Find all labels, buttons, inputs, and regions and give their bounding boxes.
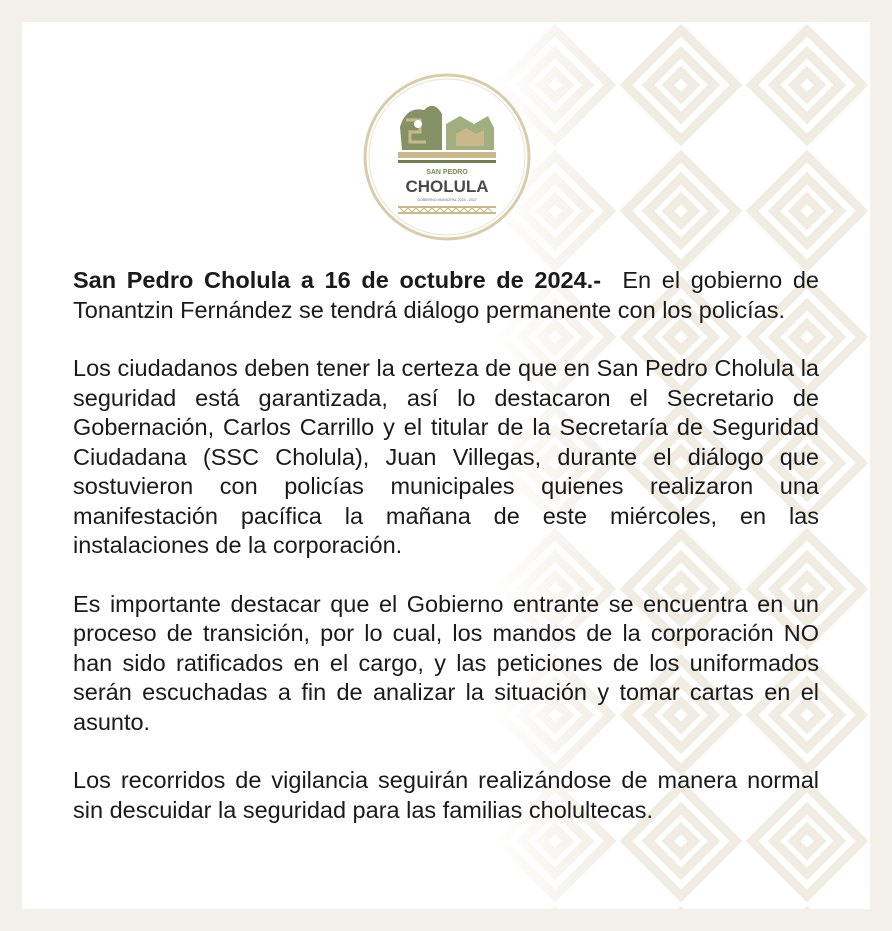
paragraph-1-text: En el gobierno de Tonantzin Fernández se tendrá diálogo permanente con los policías. (73, 267, 819, 323)
logo-line2: CHOLULA (405, 177, 489, 196)
paragraph-3: Es importante destacar que el Gobierno entrante se encuentra en un proceso de transición, por lo cual, los mandos de la corporación NO han sido ratificados en el cargo, y las peticiones de los uniformados serán escuchadas a fin de analizar la situación y tomar cartas en el asunto. (73, 590, 819, 735)
paragraph-1 (73, 266, 819, 325)
paragraph-4: Los recorridos de vigilancia seguirán realizándose de manera normal sin descuidar la seguridad para las familias cholultecas. (73, 767, 819, 823)
press-release-body (73, 266, 819, 854)
logo-line3: GOBIERNO MUNICIPAL 2024 - 2027 (417, 198, 477, 202)
press-release-sheet (22, 22, 870, 909)
dateline: San Pedro Cholula a 16 de octubre de 2024.- (73, 267, 602, 293)
cholula-logo (362, 72, 532, 242)
logo-line1: SAN PEDRO (426, 169, 468, 176)
paragraph-2: Los ciudadanos deben tener la certeza de que en San Pedro Cholula la seguridad está garantizada, así lo destacaron el Secretario de Gobernación, Carlos Carrillo y el titular de la Secretaría de Seguridad Ciudadana (SSC Cholula), Juan Villegas, durante el diálogo que sostuvieron con policías municipales quienes realizaron una manifestación pacífica la mañana de este miércoles, en las instalaciones de la corporación. (73, 355, 819, 558)
